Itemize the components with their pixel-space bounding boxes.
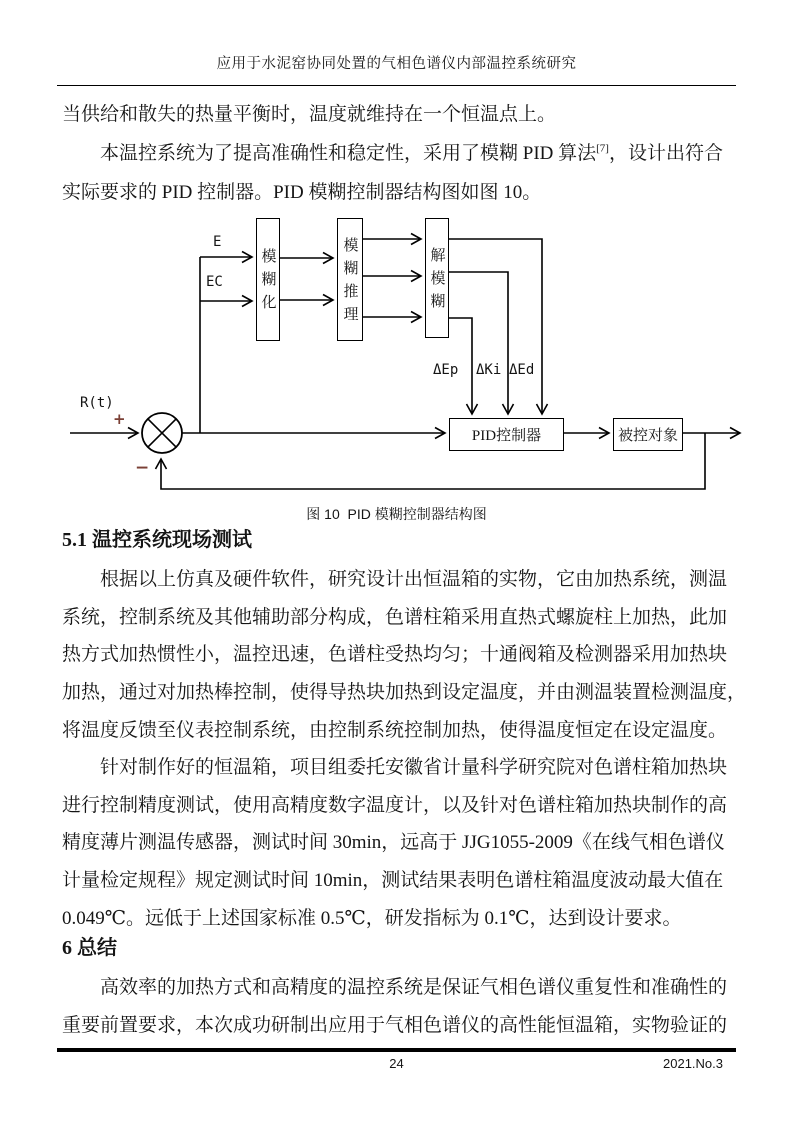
- figure-caption: 图 10 PID 模糊控制器结构图: [306, 506, 487, 522]
- figure-10-diagram: [60, 210, 750, 510]
- dkd-path: [448, 239, 542, 414]
- body-line: 根据以上仿真及硬件软件，研究设计出恒温箱的实物，它由加热系统，测温: [100, 569, 728, 590]
- minus-sign: −: [135, 458, 150, 478]
- delta-kp-label: ΔEp: [433, 362, 459, 378]
- section-5-1-heading: 5.1 温控系统现场测试: [62, 529, 252, 551]
- running-head-title: 应用于水泥窑协同处置的气相色谱仪内部温控系统研究: [216, 56, 577, 72]
- body-line: 加热，通过对加热棒控制，使得导热块加热到设定温度，并由测温装置检测温度，: [62, 682, 747, 703]
- input-signal-label: R(t): [80, 395, 114, 411]
- pid-controller-block: PID控制器: [449, 418, 564, 451]
- body-line: 实际要求的 PID 控制器。PID 模糊控制器结构图如图 10。: [62, 182, 542, 203]
- fuzzify-block: 模糊化: [256, 218, 280, 341]
- body-line: 系统，控制系统及其他辅助部分构成，色谱柱箱采用直热式螺旋柱上加热，此加: [62, 607, 728, 628]
- footer-rule: [57, 1048, 736, 1052]
- delta-ki-label: ΔKi: [476, 362, 502, 378]
- body-line: 精度薄片测温传感器，测试时间 30min，远高于 JJG1055-2009《在线气相色谱仪: [62, 832, 725, 853]
- dki-path: [448, 272, 508, 414]
- body-line: 将温度反馈至仪表控制系统，由控制系统控制加热，使得温度恒定在设定温度。: [62, 720, 728, 741]
- body-line: 计量检定规程》规定测试时间 10min，测试结果表明色谱柱箱温度波动最大值在: [62, 870, 724, 891]
- inference-block: 模糊推理: [337, 218, 363, 341]
- body-line: 针对制作好的恒温箱，项目组委托安徽省计量科学研究院对色谱柱箱加热块: [100, 757, 728, 778]
- body-line: 0.049℃。远低于上述国家标准 0.5℃，研发指标为 0.1℃，达到设计要求。: [62, 908, 682, 929]
- delta-kd-label: ΔEd: [509, 362, 535, 378]
- body-line-text: 本温控系统为了提高准确性和稳定性，采用了模糊 PID 算法: [100, 143, 597, 164]
- ec-label: EC: [206, 274, 223, 290]
- e-label: E: [213, 234, 222, 250]
- plant-block: 被控对象: [613, 418, 683, 451]
- body-line: 热方式加热惯性小，温控迅速，色谱柱受热均匀；十通阀箱及检测器采用加热块: [62, 644, 728, 665]
- header-rule: [57, 85, 736, 86]
- defuzzify-block: 解模糊: [425, 218, 449, 338]
- body-line: 当供给和散失的热量平衡时，温度就维持在一个恒温点上。: [62, 104, 557, 125]
- body-line: [62, 134, 738, 173]
- citation-ref: [7]: [596, 142, 609, 155]
- diagram-lines: [60, 210, 750, 510]
- issue-number: 2021.No.3: [663, 1056, 723, 1071]
- body-line-text: ，设计出符合: [608, 143, 723, 164]
- body-line: 重要前置要求，本次成功研制出应用于气相色谱仪的高性能恒温箱，实物验证的: [62, 1015, 728, 1036]
- page-number: 24: [389, 1056, 404, 1071]
- body-line: 高效率的加热方式和高精度的温控系统是保证气相色谱仪重复性和准确性的: [100, 977, 728, 998]
- section-6-heading: 6 总结: [62, 937, 117, 959]
- body-line: 进行控制精度测试，使用高精度数字温度计，以及针对色谱柱箱加热块制作的高: [62, 795, 728, 816]
- plus-sign: +: [113, 410, 126, 428]
